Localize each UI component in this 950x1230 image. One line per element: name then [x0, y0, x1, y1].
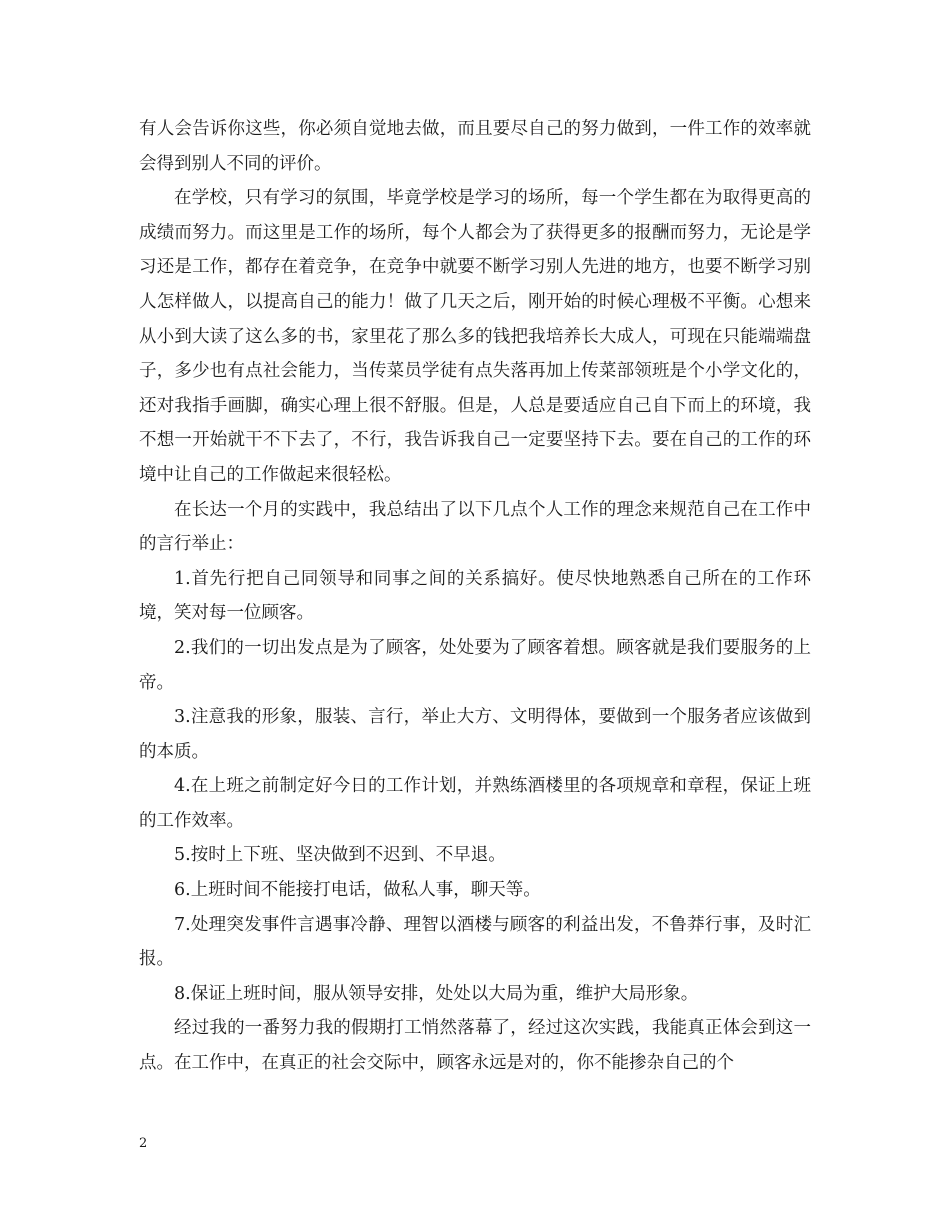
list-item: 5.按时上下班、坚决做到不迟到、不早退。 — [174, 845, 506, 866]
list-item: 1.首先行把自己同领导和同事之间的关系搞好。使尽快地熟悉自己所在的工作环境，笑对每一位顾客。 — [139, 568, 811, 624]
list-item: 2.我们的一切出发点是为了顾客，处处要为了顾客着想。顾客就是我们要服务的上帝。 — [139, 637, 811, 693]
list-item: 7.处理突发事件言遇事冷静、理智以酒楼与顾客的利益出发，不鲁莽行事，及时汇报。 — [139, 914, 811, 970]
list-item: 6.上班时间不能接打电话，做私人事，聊天等。 — [174, 880, 541, 901]
list-item: 3.注意我的形象，服装、言行，举止大方、文明得体，要做到一个服务者应该做到的本质。 — [139, 707, 811, 762]
paragraph: 在长达一个月的实践中，我总结出了以下几点个人工作的理念来规范自己在工作中的言行举止： — [139, 499, 811, 555]
list-item: 4.在上班之前制定好今日的工作计划，并熟练酒楼里的各项规章和章程，保证上班的工作效率。 — [139, 776, 811, 831]
document-body — [139, 112, 811, 1081]
page-number: 2 — [139, 1136, 148, 1151]
paragraph: 在学校，只有学习的氛围，毕竟学校是学习的场所，每一个学生都在为取得更高的成绩而努力。而这里是工作的场所，每个人都会为了获得更多的报酬而努力，无论是学习还是工作，都存在着竞争，在竞争中就要不断学习别人先进的地方，也要不断学习别人怎样做人，以提高自己的能力！做了几天之后，刚开始的时候心理极不平衡。心想来从小到大读了这么多的书，家里花了那么多的钱把我培养长大成人，可现在只能端端盘子，多少也有点社会能力，当传菜员学徒有点失落再加上传菜部领班是个小学文化的，还对我指手画脚，确实心理上很不舒服。但是，人总是要适应自己自下而上的环境，我不想一开始就干不下去了，不行，我告诉我自己一定要坚持下去。要在自己的工作的环境中让自己的工作做起来很轻松。 — [139, 188, 811, 485]
list-item: 8.保证上班时间，服从领导安排，处处以大局为重，维护大局形象。 — [174, 983, 699, 1004]
paragraph: 经过我的一番努力我的假期打工悄然落幕了，经过这次实践，我能真正体会到这一点。在工作中，在真正的社会交际中，顾客永远是对的，你不能掺杂自己的个 — [139, 1018, 811, 1074]
paragraph: 有人会告诉你这些，你必须自觉地去做，而且要尽自己的努力做到，一件工作的效率就会得到别人不同的评价。 — [139, 119, 811, 174]
